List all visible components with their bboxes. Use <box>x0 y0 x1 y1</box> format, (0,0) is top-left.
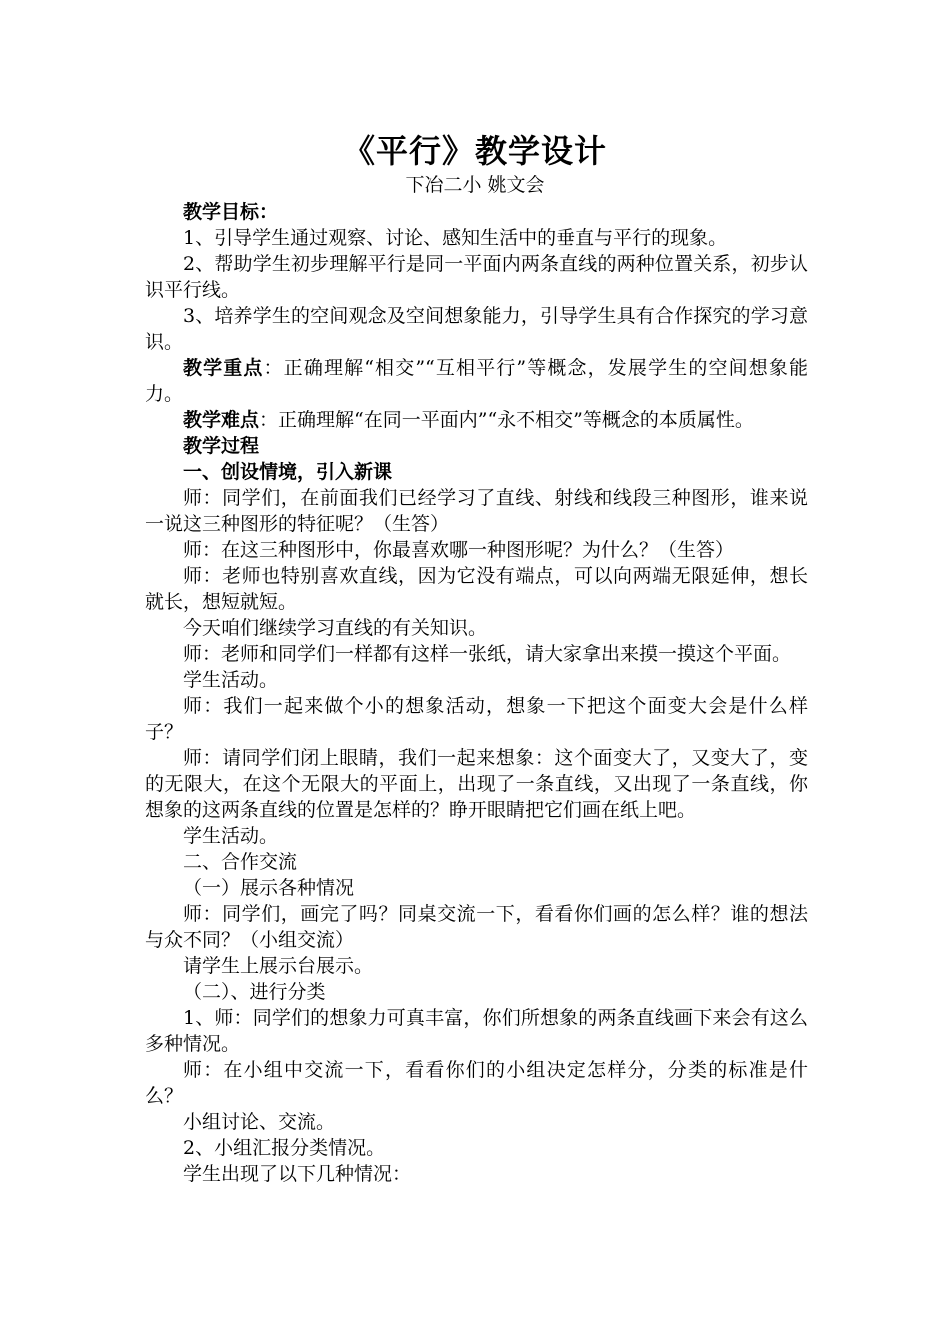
paragraph: 师：在这三种图形中，你最喜欢哪一种图形呢？为什么？（生答） <box>183 539 735 561</box>
difficulty-paragraph <box>145 407 808 433</box>
paragraph: 师：在小组中交流一下，看看你们的小组决定怎样分，分类的标准是什么？ <box>145 1059 808 1107</box>
key-point-text: ：正确理解“相交”“互相平行”等概念，发展学生的空间想象能力。 <box>145 357 808 405</box>
goals-heading: 教学目标： <box>183 201 279 223</box>
paragraph: 师：我们一起来做个小的想象活动，想象一下把这个面变大会是什么样子？ <box>145 695 808 743</box>
subsection-heading: （二）、进行分类 <box>183 981 326 1003</box>
paragraph: 师：同学们，画完了吗？同桌交流一下，看看你们画的怎么样？谁的想法与众不同？（小组交流） <box>145 903 808 951</box>
key-point-paragraph <box>145 355 808 407</box>
document-title: 《平行》教学设计 <box>342 132 607 170</box>
paragraph: 学生出现了以下几种情况： <box>183 1163 412 1185</box>
paragraph: 师：老师和同学们一样都有这样一张纸，请大家拿出来摸一摸这个平面。 <box>183 643 792 665</box>
difficulty-label: 教学难点 <box>183 409 260 431</box>
paragraph: 学生活动。 <box>183 669 279 691</box>
paragraph: 学生活动。 <box>183 825 279 847</box>
paragraph: 师：老师也特别喜欢直线，因为它没有端点，可以向两端无限延伸，想长就长，想短就短。 <box>145 565 808 613</box>
section-heading: 一、创设情境，引入新课 <box>183 461 393 483</box>
paragraph: 2、小组汇报分类情况。 <box>183 1137 386 1159</box>
paragraph: 1、师：同学们的想象力可真丰富，你们所想象的两条直线画下来会有这么多种情况。 <box>145 1007 808 1055</box>
document-author: 下冶二小 姚文会 <box>405 174 545 196</box>
paragraph: 师：同学们，在前面我们已经学习了直线、射线和线段三种图形，谁来说一说这三种图形的特征呢？（生答） <box>145 487 808 535</box>
goal-item: 1、引导学生通过观察、讨论、感知生活中的垂直与平行的现象。 <box>183 227 728 249</box>
goal-item: 3、培养学生的空间观念及空间想象能力，引导学生具有合作探究的学习意识。 <box>145 305 808 353</box>
difficulty-text: ：正确理解“在同一平面内”“永不相交”等概念的本质属性。 <box>259 409 754 431</box>
paragraph: 今天咱们继续学习直线的有关知识。 <box>183 617 488 639</box>
paragraph: 小组讨论、交流。 <box>183 1111 336 1133</box>
key-point-label: 教学重点 <box>183 357 264 379</box>
subsection-heading: （一）展示各种情况 <box>183 877 355 899</box>
process-heading: 教学过程 <box>183 435 260 457</box>
paragraph: 请学生上展示台展示。 <box>183 955 374 977</box>
section-heading: 二、合作交流 <box>183 851 298 873</box>
paragraph: 师：请同学们闭上眼睛，我们一起来想象：这个面变大了，又变大了，变的无限大，在这个无限大的平面上，出现了一条直线，又出现了一条直线，你想象的这两条直线的位置是怎样的？睁开眼睛把它们画在纸上吧。 <box>145 747 808 821</box>
goal-item: 2、帮助学生初步理解平行是同一平面内两条直线的两种位置关系，初步认识平行线。 <box>145 253 808 301</box>
document-body <box>145 199 808 1187</box>
